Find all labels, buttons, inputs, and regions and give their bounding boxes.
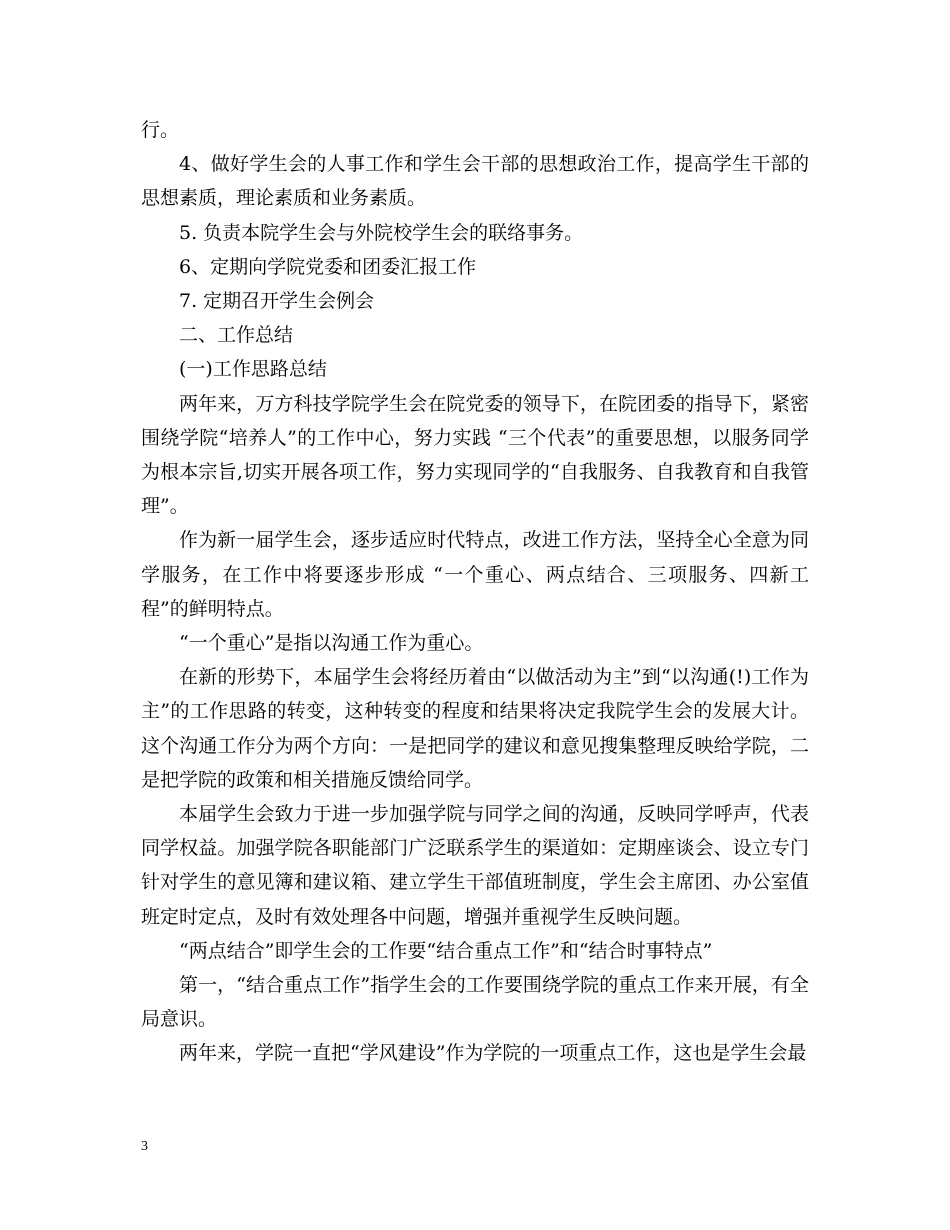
paragraph: 作为新一届学生会，逐步适应时代特点，改进工作方法，坚持全心全意为同学服务，在工作中将要逐步形成 “一个重心、两点结合、三项服务、四新工程”的鲜明特点。	[141, 529, 809, 620]
paragraph: 两年来，万方科技学院学生会在院党委的领导下，在院团委的指导下，紧密围绕学院“培养人”的工作中心，努力实践 “三个代表”的重要思想，以服务同学为根本宗旨,切实开展各项工作，努力实现同学的“自我服务、自我教育和自我管理”。	[141, 392, 809, 518]
list-item-6: 6、定期向学院党委和团委汇报工作	[179, 255, 477, 278]
paragraph: 第一，“结合重点工作”指学生会的工作要围绕学院的重点工作来开展，有全局意识。	[141, 974, 809, 1031]
page-number: 3	[141, 1139, 148, 1154]
paragraph: “一个重心”是指以沟通工作为重心。	[179, 632, 484, 655]
paragraph: 在新的形势下，本届学生会将经历着由“以做活动为主”到“以沟通(!)工作为主”的工作思路的转变，这种转变的程度和结果将决定我院学生会的发展大计。这个沟通工作分为两个方向：一是把同学的建议和意见搜集整理反映给学院，二是把学院的政策和相关措施反馈给同学。	[141, 666, 809, 791]
paragraph-continuation: 行。	[141, 119, 180, 141]
list-item-5: 5. 负责本院学生会与外院校学生会的联络事务。	[179, 221, 584, 244]
section-heading: 二、工作总结	[179, 324, 294, 347]
paragraph: “两点结合”即学生会的工作要“结合重点工作”和“结合时事特点”	[179, 939, 713, 962]
subsection-heading: (一)工作思路总结	[179, 358, 327, 381]
list-item-4: 4、做好学生会的人事工作和学生会干部的思想政治工作，提高学生干部的思想素质，理论素质和业务素质。	[141, 153, 809, 210]
document-body	[141, 113, 809, 1071]
paragraph: 本届学生会致力于进一步加强学院与同学之间的沟通，反映同学呼声，代表同学权益。加强学院各职能部门广泛联系学生的渠道如：定期座谈会、设立专门针对学生的意见簿和建议箱、建立学生干部值班制度，学生会主席团、办公室值班定时定点，及时有效处理各中问题，增强并重视学生反映问题。	[141, 803, 809, 928]
list-item-7: 7. 定期召开学生会例会	[179, 290, 375, 313]
paragraph: 两年来，学院一直把“学风建设”作为学院的一项重点工作，这也是学生会最	[179, 1042, 807, 1065]
